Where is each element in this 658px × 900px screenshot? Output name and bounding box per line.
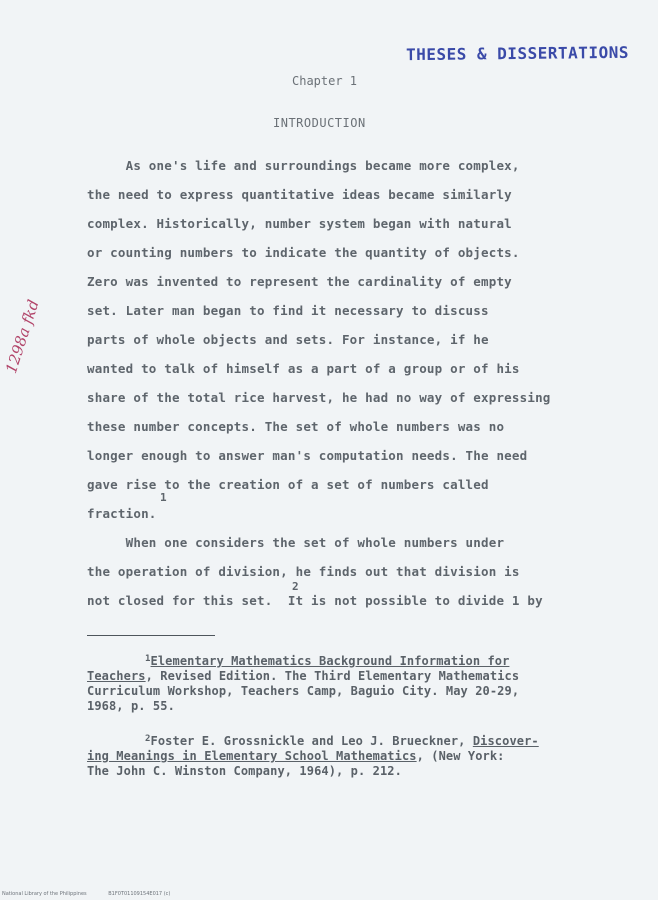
footnote-marker-2: 2 (292, 580, 299, 593)
body-line-13: fraction. (87, 506, 157, 521)
body-line-10: these number concepts. The set of whole numbers was no (87, 419, 505, 434)
footnote-2-title: ing Meanings in Elementary School Mathematics (87, 749, 417, 763)
footer-code: B1F0T01109154E017 (c) (108, 891, 171, 897)
body-line-2: the need to express quantitative ideas became similarly (87, 187, 512, 202)
body-line-16: not closed for this set. It is not possible to divide 1 by (87, 593, 543, 608)
footnote-1-title-part-1: Elementary Mathematics Background Information for (150, 654, 510, 668)
body-line-5: Zero was invented to represent the cardinality of empty (87, 274, 512, 289)
footnote-2-number: 2 (145, 734, 151, 744)
footnote-2-title-start: Discover- (472, 734, 539, 748)
footnote-2-line-1 (145, 734, 539, 748)
page-footer (2, 891, 190, 897)
footnote-1-number: 1 (145, 654, 151, 664)
body-line-15: the operation of division, he finds out that division is (87, 564, 520, 579)
footnote-2-line-3: The John C. Winston Company, 1964), p. 212. (87, 764, 402, 778)
footnote-2-authors: Foster E. Grossnickle and Leo J. Brueckner, (150, 734, 473, 748)
body-line-11: longer enough to answer man's computation needs. The need (87, 448, 528, 463)
chapter-title: Chapter 1 (292, 74, 358, 88)
body-line-6: set. Later man began to find it necessary to discuss (87, 303, 489, 318)
body-line-7: parts of whole objects and sets. For instance, if he (87, 332, 489, 347)
handwritten-note: 1298a fkd (2, 297, 43, 376)
body-line-8: wanted to talk of himself as a part of a group or of his (87, 361, 520, 376)
footnote-1-line-4: 1968, p. 55. (87, 699, 175, 713)
footnote-1-line-2 (87, 669, 519, 683)
footnote-1-line-3: Curriculum Workshop, Teachers Camp, Baguio City. May 20-29, (87, 684, 520, 698)
body-line-1: As one's life and surroundings became more complex, (87, 158, 520, 173)
body-line-4: or counting numbers to indicate the quantity of objects. (87, 245, 520, 260)
footer-library: National Library of the Philippines (2, 891, 87, 897)
section-title: INTRODUCTION (273, 116, 366, 130)
theses-dissertations-stamp: THESES & DISSERTATIONS (405, 42, 630, 65)
footnote-2-line-2 (87, 749, 505, 763)
body-line-12: gave rise to the creation of a set of numbers called (87, 477, 489, 492)
footnote-1-line-1 (145, 654, 509, 668)
body-line-14: When one considers the set of whole numbers under (87, 535, 505, 550)
body-line-3: complex. Historically, number system began with natural (87, 216, 512, 231)
footnote-marker-1: 1 (160, 491, 167, 504)
footnote-2-line-2-rest: , (New York: (416, 749, 505, 763)
footnote-separator (87, 635, 215, 636)
body-line-9: share of the total rice harvest, he had no way of expressing (87, 390, 551, 405)
footnote-1-line-2-rest: , Revised Edition. The Third Elementary Mathematics (145, 669, 520, 683)
footnote-1-title-part-2: Teachers (87, 669, 146, 683)
